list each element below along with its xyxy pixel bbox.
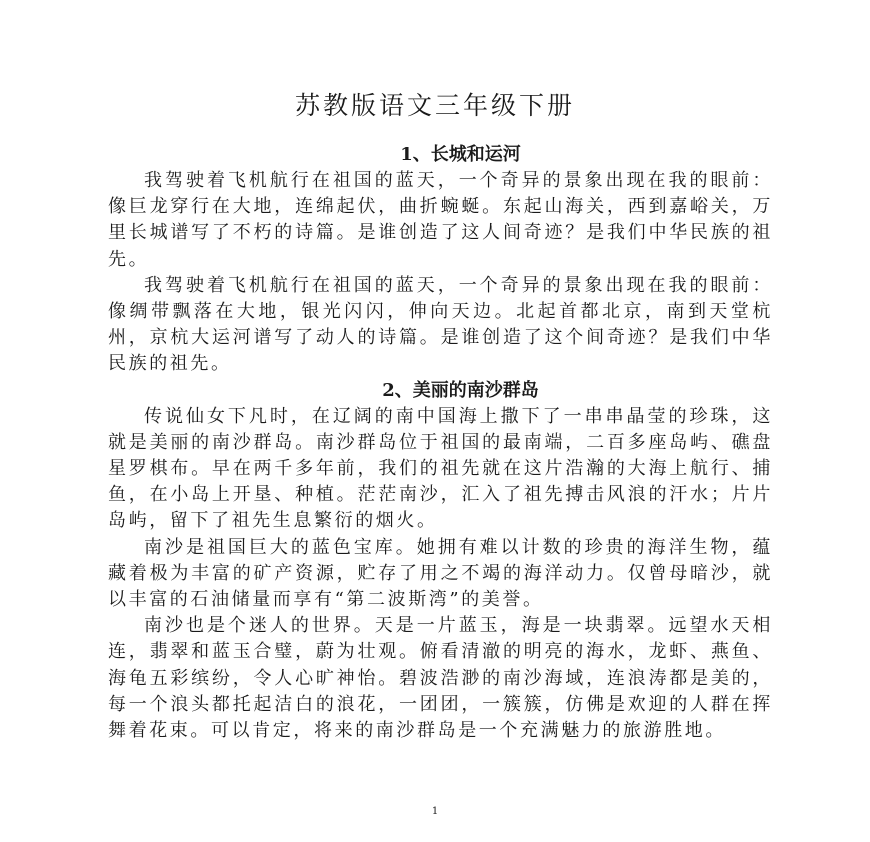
lesson-2-paragraph-2: 南沙是祖国巨大的蓝色宝库。她拥有难以计数的珍贵的海洋生物，蕴藏着极为丰富的矿产资源，贮存了用之不竭的海洋动力。仅曾母暗沙，就以丰富的石油储量而享有“第二波斯湾”的美誉。 — [108, 536, 773, 611]
page-number: 1 — [431, 806, 439, 817]
lesson-2-paragraph-1: 传说仙女下凡时，在辽阔的南中国海上撒下了一串串晶莹的珍珠，这就是美丽的南沙群岛。南沙群岛位于祖国的最南端，二百多座岛屿、礁盘星罗棋布。早在两千多年前，我们的祖先就在这片浩瀚的大海上航行、捕鱼，在小岛上开垦、种植。茫茫南沙，汇入了祖先搏击风浪的汗水；片片岛屿，留下了祖先生息繁衍的烟火。 — [108, 405, 773, 532]
lesson-2-heading: 2、美丽的南沙群岛 — [382, 379, 539, 401]
lesson-1-heading: 1、长城和运河 — [400, 144, 521, 165]
lesson-1-paragraph-1: 我驾驶着飞机航行在祖国的蓝天，一个奇异的景象出现在我的眼前：像巨龙穿行在大地，连绵起伏，曲折蜿蜒。东起山海关，西到嘉峪关，万里长城谱写了不朽的诗篇。是谁创造了这人间奇迹？是我们中华民族的祖先。 — [108, 170, 773, 270]
lesson-1 — [108, 142, 773, 378]
document-body — [108, 142, 773, 744]
lesson-2 — [108, 378, 773, 745]
document-title: 苏教版语文三年级下册 — [294, 91, 575, 120]
lesson-2-paragraph-3: 南沙也是个迷人的世界。天是一片蓝玉，海是一块翡翠。远望水天相连，翡翠和蓝玉合璧，蔚为壮观。俯看清澈的明亮的海水，龙虾、燕鱼、海龟五彩缤纷，令人心旷神怡。碧波浩渺的南沙海域，连浪涛都是美的，每一个浪头都托起洁白的浪花，一团团，一簇簇，仿佛是欢迎的人群在挥舞着花束。可以肯定，将来的南沙群岛是一个充满魅力的旅游胜地。 — [108, 615, 773, 742]
lesson-1-paragraph-2: 我驾驶着飞机航行在祖国的蓝天，一个奇异的景象出现在我的眼前：像绸带飘落在大地，银光闪闪，伸向天边。北起首都北京，南到天堂杭州，京杭大运河谱写了动人的诗篇。是谁创造了这个间奇迹？是我们中华民族的祖先。 — [108, 274, 773, 375]
